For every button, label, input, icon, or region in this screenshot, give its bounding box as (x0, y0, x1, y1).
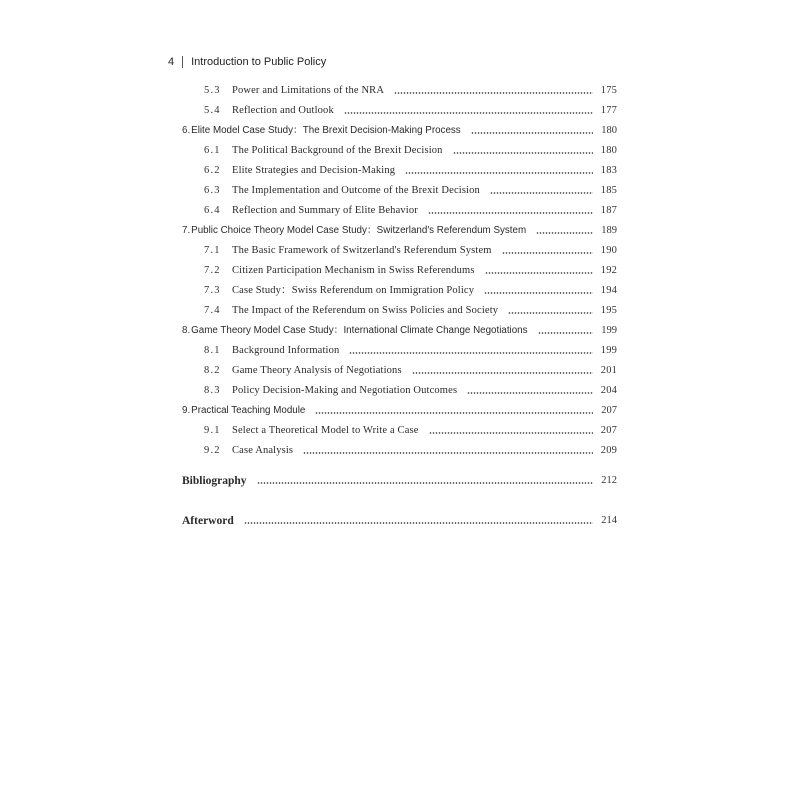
toc-entry-number: 6.1 (204, 145, 221, 156)
toc-entry-number: 8. (182, 325, 191, 336)
dot-leader (412, 372, 593, 374)
toc-entry[interactable] (182, 404, 617, 418)
toc-entry[interactable] (204, 344, 617, 358)
toc-entry[interactable] (204, 104, 617, 118)
toc-entry-title: Reflection and Outlook (232, 105, 334, 116)
toc-entry[interactable] (204, 384, 617, 398)
toc-entry-page: 194 (600, 285, 617, 296)
toc-entry-page: 192 (600, 265, 617, 276)
toc-entry-page: 175 (600, 85, 617, 96)
toc-entry-number: 8.1 (204, 345, 221, 356)
toc-entry-number: 7.1 (204, 245, 221, 256)
toc-entry-number: 6. (182, 125, 191, 136)
dot-leader (453, 152, 593, 154)
dot-leader (538, 332, 593, 334)
toc-entry-title: The Impact of the Referendum on Swiss Policies and Society (232, 305, 499, 316)
dot-leader (536, 232, 593, 234)
toc-entry-title: Background Information (232, 345, 340, 356)
toc-entry-page: 195 (600, 305, 617, 316)
toc-entry-number: 7.2 (204, 265, 221, 276)
toc-entry-number: 6.3 (204, 185, 221, 196)
toc-entry-title: The Implementation and Outcome of the Brexit Decision (232, 185, 480, 196)
toc-entry-number: 8.3 (204, 385, 221, 396)
toc-entry-title: Select a Theoretical Model to Write a Case (232, 425, 419, 436)
toc-entry-number: 5.3 (204, 85, 221, 96)
toc-entry[interactable] (204, 184, 617, 198)
dot-leader (484, 292, 593, 294)
toc-entry[interactable] (204, 304, 617, 318)
dot-leader (428, 212, 593, 214)
toc-entry-title: Case Study：Swiss Referendum on Immigration Policy (232, 285, 475, 296)
toc-entry-page: 201 (600, 365, 617, 376)
running-title: Introduction to Public Policy (191, 56, 327, 68)
dot-leader (244, 522, 593, 524)
toc-entry-page: 207 (601, 405, 617, 416)
dot-leader (429, 432, 593, 434)
toc-entry-title: Elite Model Case Study：The Brexit Decision-Making Process (191, 125, 461, 136)
toc-entry-title: Reflection and Summary of Elite Behavior (232, 205, 418, 216)
toc-entry-page: 189 (601, 225, 617, 236)
dot-leader (471, 132, 593, 134)
toc-entry-number: 8.2 (204, 365, 221, 376)
toc-entry[interactable] (204, 364, 617, 378)
toc-entry-page: 185 (600, 185, 617, 196)
toc-entry[interactable] (204, 284, 617, 298)
toc-entry-title: Elite Strategies and Decision-Making (232, 165, 396, 176)
toc-entry-title: Practical Teaching Module (191, 405, 306, 416)
toc-entry-page: 187 (600, 205, 617, 216)
dot-leader (502, 252, 593, 254)
toc-entry[interactable] (204, 144, 617, 158)
toc-entry-page: 190 (600, 245, 617, 256)
toc-entry-page: 204 (600, 385, 617, 396)
toc-entry[interactable] (182, 324, 617, 338)
toc-entry-number: 9. (182, 405, 191, 416)
toc-entry-page: 214 (601, 515, 617, 526)
toc-entry[interactable] (182, 474, 617, 488)
toc-entry[interactable] (182, 224, 617, 238)
toc-entry-number: 7.3 (204, 285, 221, 296)
dot-leader (485, 272, 593, 274)
dot-leader (257, 482, 593, 484)
toc-entry-title: Bibliography (182, 475, 247, 487)
toc-entry-number: 9.2 (204, 445, 221, 456)
toc-entry-page: 183 (600, 165, 617, 176)
toc-entry-page: 180 (601, 125, 617, 136)
toc-entry-title: Power and Limitations of the NRA (232, 85, 385, 96)
dot-leader (394, 92, 593, 94)
dot-leader (349, 352, 593, 354)
toc-entry-title: Game Theory Model Case Study：International Climate Change Negotiations (191, 325, 528, 336)
toc-entry-title: Policy Decision-Making and Negotiation Outcomes (232, 385, 458, 396)
toc-entry-number: 5.4 (204, 105, 221, 116)
toc-entry-number: 6.2 (204, 165, 221, 176)
toc-entry-title: The Political Background of the Brexit Decision (232, 145, 443, 156)
toc-entry[interactable] (204, 164, 617, 178)
toc-entry-number: 6.4 (204, 205, 221, 216)
toc-entry[interactable] (182, 124, 617, 138)
toc-entry-page: 199 (601, 325, 617, 336)
toc-entry-page: 209 (600, 445, 617, 456)
toc-entry-title: Case Analysis (232, 445, 294, 456)
dot-leader (303, 452, 593, 454)
toc-entry-title: Public Choice Theory Model Case Study：Switzerland's Referendum System (191, 225, 527, 236)
toc-entry[interactable] (204, 244, 617, 258)
dot-leader (344, 112, 593, 114)
page-number: 4 (168, 56, 175, 68)
dot-leader (508, 312, 593, 314)
toc-entry-title: Game Theory Analysis of Negotiations (232, 365, 402, 376)
toc-entry[interactable] (204, 204, 617, 218)
toc-entry[interactable] (204, 444, 617, 458)
toc-entry-title: The Basic Framework of Switzerland's Referendum System (232, 245, 492, 256)
toc-entry-page: 212 (601, 475, 617, 486)
dot-leader (467, 392, 593, 394)
toc-entry-title: Citizen Participation Mechanism in Swiss Referendums (232, 265, 475, 276)
dot-leader (405, 172, 593, 174)
toc-entry-title: Afterword (182, 515, 234, 527)
toc-entry-page: 199 (600, 345, 617, 356)
dot-leader (490, 192, 593, 194)
toc-entry[interactable] (204, 84, 617, 98)
toc-entry-page: 180 (600, 145, 617, 156)
toc-entry[interactable] (204, 424, 617, 438)
dot-leader (315, 412, 593, 414)
toc-entry[interactable] (204, 264, 617, 278)
toc-entry-number: 7. (182, 225, 191, 236)
toc-entry-number: 9.1 (204, 425, 221, 436)
toc-entry[interactable] (182, 514, 617, 528)
toc-entry-number: 7.4 (204, 305, 221, 316)
toc-entry-page: 177 (600, 105, 617, 116)
toc-entry-page: 207 (600, 425, 617, 436)
